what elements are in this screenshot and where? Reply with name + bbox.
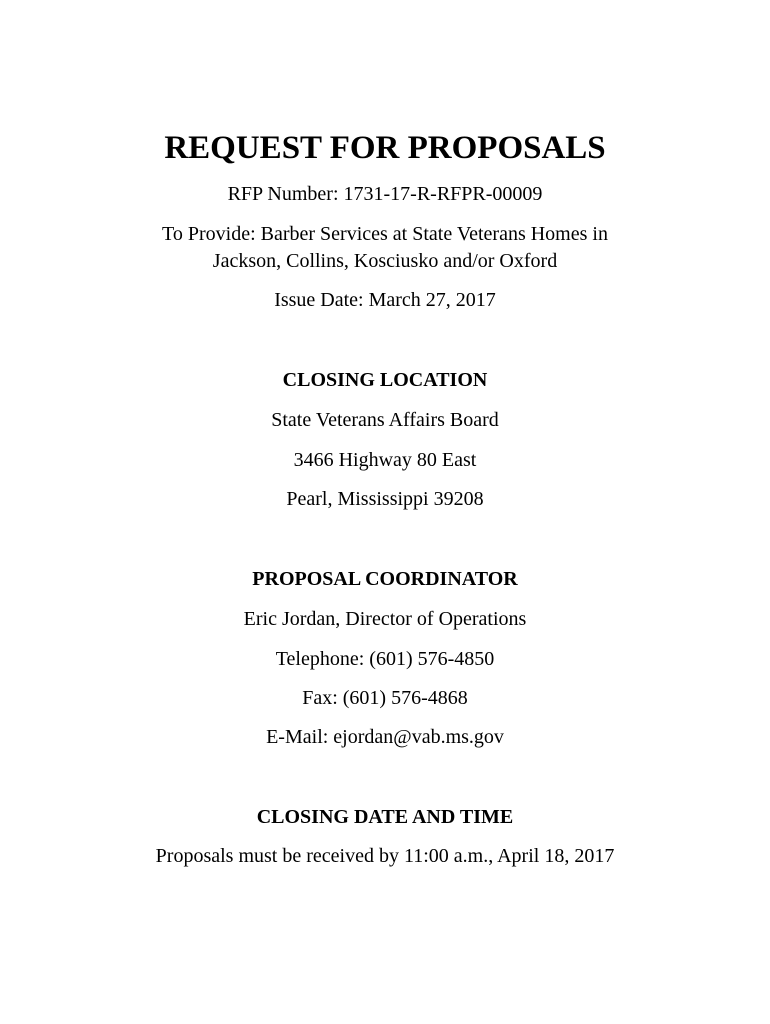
- closing-date-time-text: Proposals must be received by 11:00 a.m., April 18, 2017: [155, 845, 615, 867]
- to-provide-line-2: Jackson, Collins, Kosciusko and/or Oxford: [212, 250, 558, 272]
- closing-location-heading: CLOSING LOCATION: [282, 369, 488, 391]
- closing-location-line-1: State Veterans Affairs Board: [271, 409, 499, 431]
- issue-date: Issue Date: March 27, 2017: [274, 289, 496, 311]
- closing-location-line-3: Pearl, Mississippi 39208: [286, 488, 484, 510]
- coordinator-name: Eric Jordan, Director of Operations: [243, 608, 527, 630]
- to-provide-line-1: To Provide: Barber Services at State Veterans Homes in: [162, 223, 608, 245]
- proposal-coordinator-heading: PROPOSAL COORDINATOR: [252, 568, 518, 590]
- coordinator-fax: Fax: (601) 576-4868: [302, 687, 468, 709]
- coordinator-email: E-Mail: ejordan@vab.ms.gov: [266, 726, 504, 748]
- rfp-number: RFP Number: 1731-17-R-RFPR-00009: [227, 183, 543, 205]
- document-title: REQUEST FOR PROPOSALS: [164, 130, 606, 166]
- closing-location-line-2: 3466 Highway 80 East: [293, 449, 477, 471]
- coordinator-telephone: Telephone: (601) 576-4850: [275, 648, 495, 670]
- closing-date-time-heading: CLOSING DATE AND TIME: [256, 806, 514, 828]
